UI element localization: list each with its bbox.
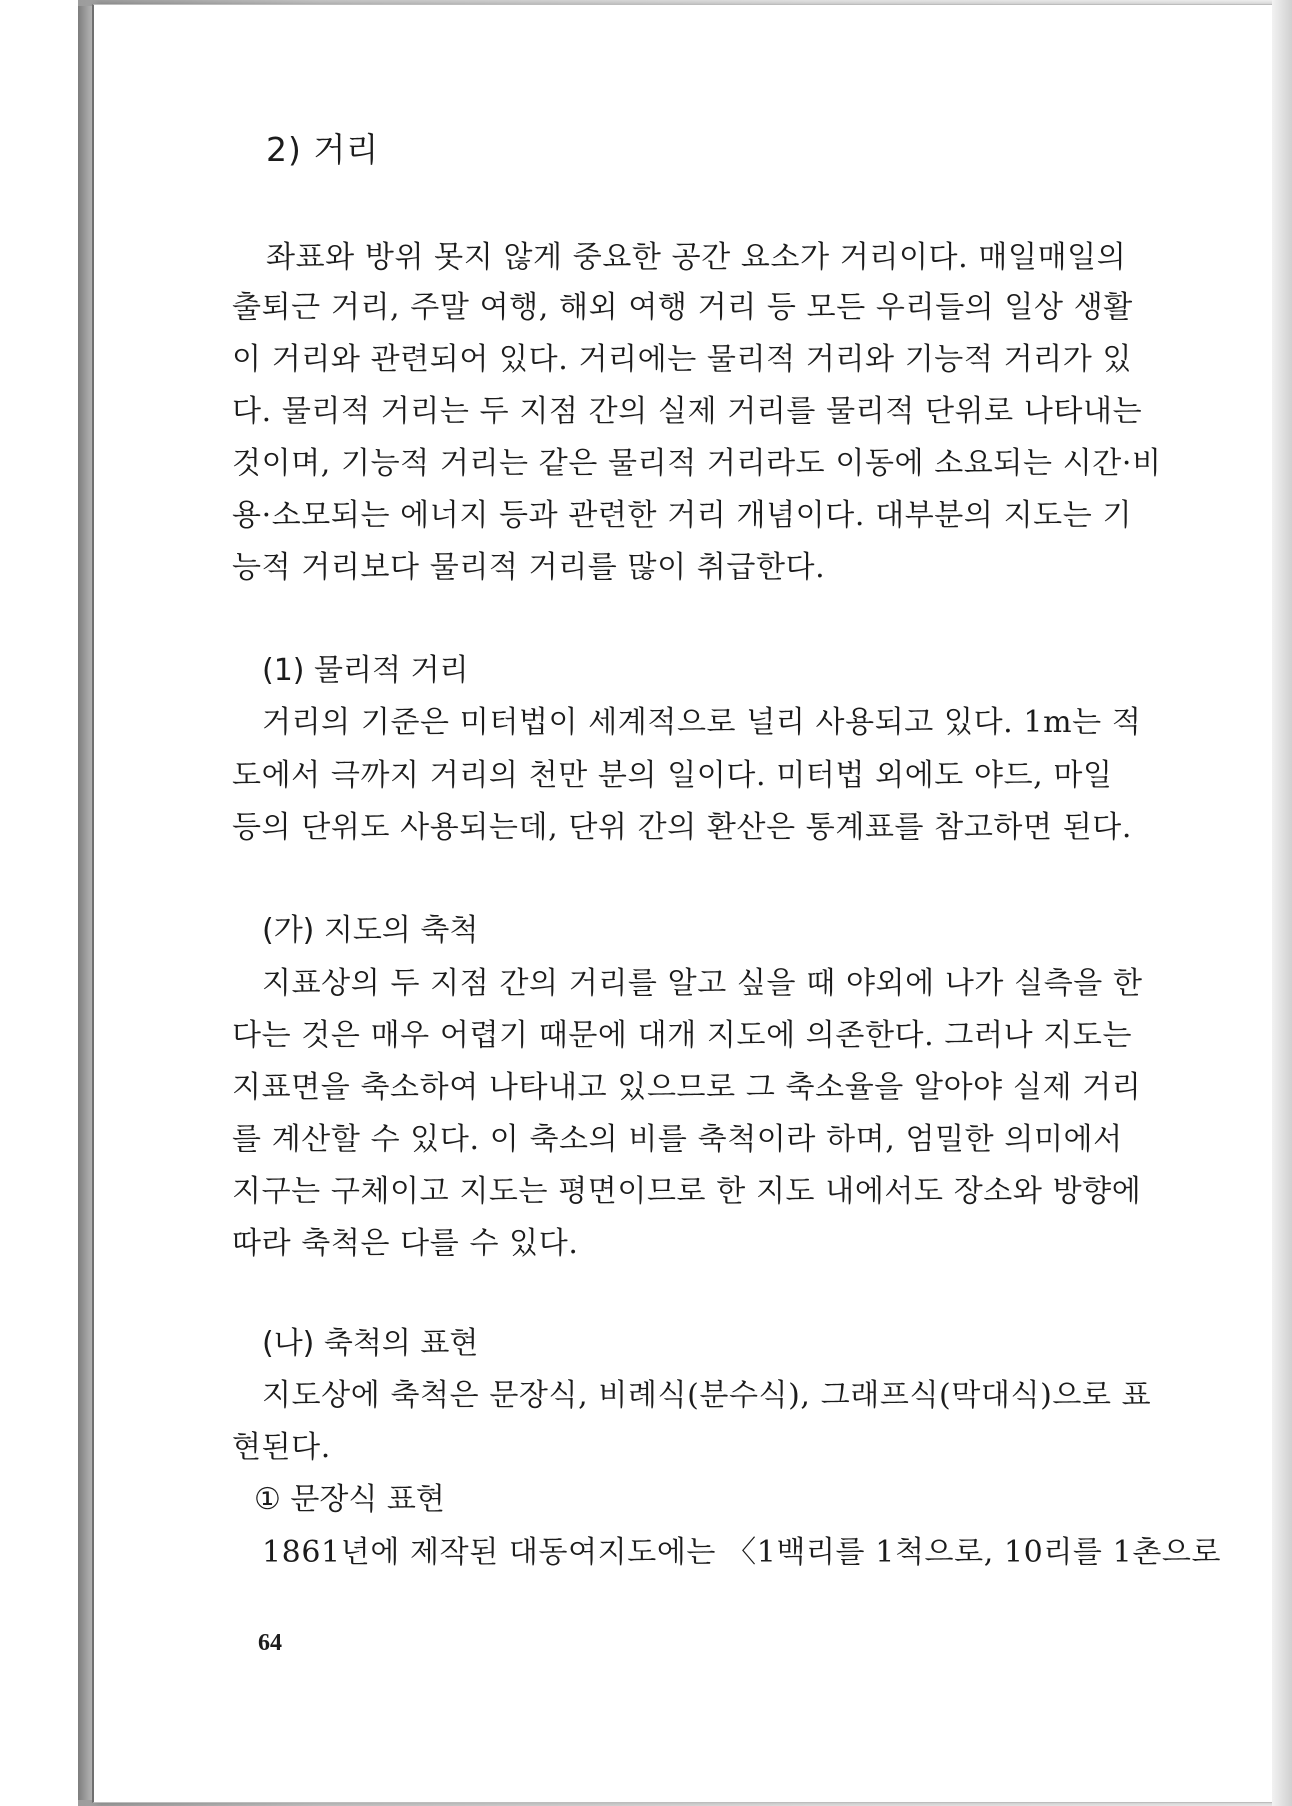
paragraph-line: 현된다. — [232, 1430, 331, 1465]
page-right-edge — [1272, 0, 1292, 1806]
paragraph-line: 도에서 극까지 거리의 천만 분의 일이다. 미터법 외에도 야드, 마일 — [232, 758, 1113, 793]
paragraph-line: 지도상에 축척은 문장식, 비례식(분수식), 그래프식(막대식)으로 표 — [262, 1378, 1152, 1413]
page-binding-edge — [78, 6, 92, 1800]
paragraph-line: 지표상의 두 지점 간의 거리를 알고 싶을 때 야외에 나가 실측을 한 — [262, 966, 1143, 1001]
paragraph-line: 지표면을 축소하여 나타내고 있으므로 그 축소율을 알아야 실제 거리 — [232, 1070, 1142, 1105]
subheading-map-scale: (가) 지도의 축척 — [262, 913, 479, 948]
paragraph-line: 따라 축척은 다를 수 있다. — [232, 1226, 579, 1261]
intro-line: 다. 물리적 거리는 두 지점 간의 실제 거리를 물리적 단위로 나타내는 — [232, 394, 1143, 429]
paragraph-line: 거리의 기준은 미터법이 세계적으로 널리 사용되고 있다. 1m는 적 — [262, 705, 1142, 740]
intro-line: 출퇴근 거리, 주말 여행, 해외 여행 거리 등 모든 우리들의 일상 생활 — [232, 290, 1133, 325]
paragraph-line: 다는 것은 매우 어렵기 때문에 대개 지도에 의존한다. 그러나 지도는 — [232, 1018, 1133, 1053]
intro-line: 것이며, 기능적 거리는 같은 물리적 거리라도 이동에 소요되는 시간·비 — [232, 446, 1162, 481]
intro-line: 용·소모되는 에너지 등과 관련한 거리 개념이다. 대부분의 지도는 기 — [232, 498, 1133, 533]
paragraph-line: 지구는 구체이고 지도는 평면이므로 한 지도 내에서도 장소와 방향에 — [232, 1174, 1142, 1209]
subheading-physical-distance: (1) 물리적 거리 — [262, 653, 469, 688]
paragraph-line: 를 계산할 수 있다. 이 축소의 비를 축척이라 하며, 엄밀한 의미에서 — [232, 1122, 1123, 1157]
section-title: 2) 거리 — [266, 130, 380, 169]
intro-line: 좌표와 방위 못지 않게 중요한 공간 요소가 거리이다. 매일매일의 — [266, 240, 1127, 275]
subheading-scale-expression: (나) 축척의 표현 — [262, 1326, 479, 1361]
paragraph-line: 1861년에 제작된 대동여지도에는 〈1백리를 1척으로, 10리를 1촌으로 — [262, 1535, 1222, 1570]
page-number: 64 — [258, 1630, 282, 1656]
subheading-verbal-scale: ① 문장식 표현 — [254, 1482, 445, 1517]
intro-line: 이 거리와 관련되어 있다. 거리에는 물리적 거리와 기능적 거리가 있 — [232, 342, 1133, 377]
paragraph-line: 등의 단위도 사용되는데, 단위 간의 환산은 통계표를 참고하면 된다. — [232, 810, 1133, 845]
intro-line: 능적 거리보다 물리적 거리를 많이 취급한다. — [232, 550, 826, 585]
